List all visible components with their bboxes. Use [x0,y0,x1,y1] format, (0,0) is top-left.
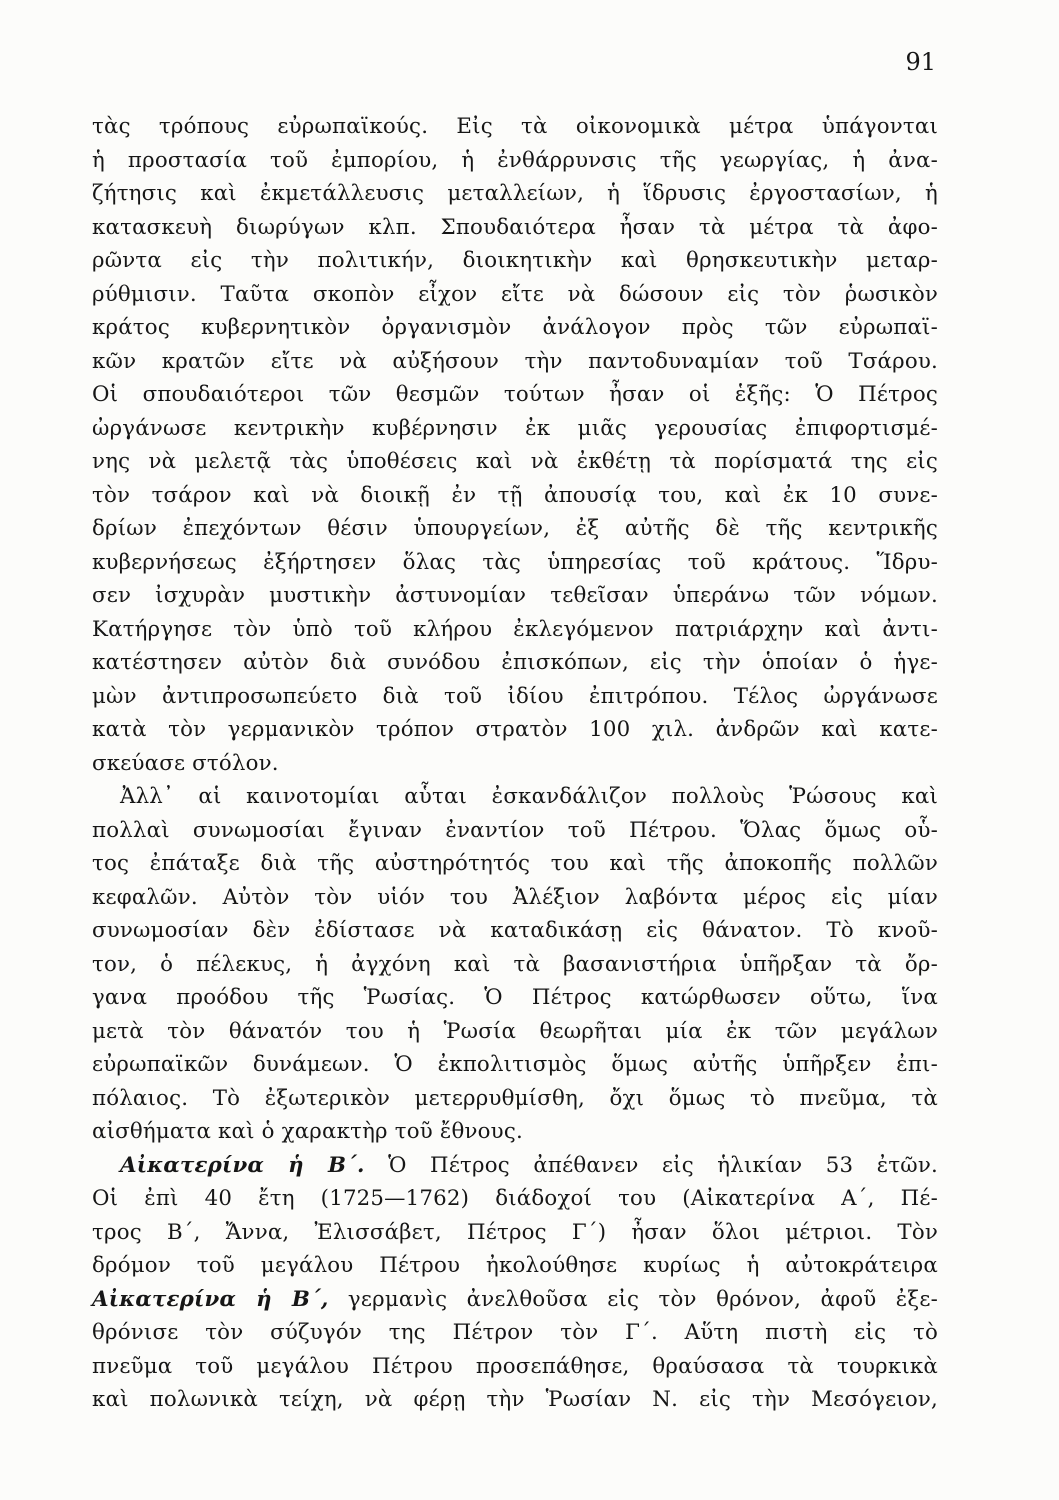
text-line: μετὰ τὸν θάνατόν του ἡ Ῥωσία θεωρῆται μία ἐκ τῶν μεγάλων [92,1018,938,1044]
text-line: τον, ὁ πέλεκυς, ἡ ἀγχόνη καὶ τὰ βασανιστήρια ὑπῆρξαν τὰ ὄρ- [92,951,938,977]
text-line: Οἱ σπουδαιότεροι τῶν θεσμῶν τούτων ἦσαν οἱ ἑξῆς: Ὁ Πέτρος [92,382,938,407]
text-line: καὶ πολωνικὰ τείχη, νὰ φέρῃ τὴν Ῥωσίαν Ν. εἰς τὴν Μεσόγειον, [92,1387,938,1412]
text-line: κῶν κρατῶν εἴτε νὰ αὐξήσουν τὴν παντοδυναμίαν τοῦ Τσάρου. [92,348,938,374]
text-line: γανα προόδου τῆς Ῥωσίας. Ὁ Πέτρος κατώρθωσεν οὕτω, ἵνα [92,985,938,1010]
text-line: σκεύασε στόλον. [92,750,279,776]
inline-emphasis-catherine: Αἰκατερίνα ἡ Β΄, [92,1286,329,1312]
text-fragment: Ὁ Πέτρος ἀπέθανεν εἰς ἡλικίαν 53 ἐτῶν. [364,1152,938,1178]
section-heading-catherine: Αἰκατερίνα ἡ Β΄. [120,1152,365,1178]
text-line: νης νὰ μελετᾷ τὰς ὑποθέσεις καὶ νὰ ἐκθέτῃ τὰ πορίσματά της εἰς [92,449,938,474]
text-line: ρύθμισιν. Ταῦτα σκοπὸν εἶχον εἴτε νὰ δώσουν εἰς τὸν ῥωσικὸν [92,281,938,307]
text-line: κατὰ τὸν γερμανικὸν τρόπον στρατὸν 100 χιλ. ἀνδρῶν καὶ κατε- [92,717,938,742]
text-line: πόλαιος. Τὸ ἐξωτερικὸν μετερρυθμίσθη, ὄχι ὅμως τὸ πνεῦμα, τὰ [92,1085,938,1111]
text-line: κατέστησεν αὐτὸν διὰ συνόδου ἐπισκόπων, εἰς τὴν ὁποίαν ὁ ἡγε- [92,650,938,675]
text-line: ἡ προστασία τοῦ ἐμπορίου, ἡ ἐνθάρρυνσις τῆς γεωργίας, ἡ ἀνα- [92,147,938,173]
text-line [92,1149,938,1183]
text-line: αἰσθήματα καὶ ὁ χαρακτὴρ τοῦ ἔθνους. [92,1119,523,1144]
text-line [92,1283,938,1317]
text-line: δρόμον τοῦ μεγάλου Πέτρου ἠκολούθησε κυρίως ἡ αὐτοκράτειρα [92,1253,938,1278]
text-line: συνωμοσίαν δὲν ἐδίστασε νὰ καταδικάσῃ εἰς θάνατον. Τὸ κνοῦ- [92,918,938,943]
text-line: δρίων ἐπεχόντων θέσιν ὑπουργείων, ἐξ αὐτῆς δὲ τῆς κεντρικῆς [92,516,938,541]
text-line: μὼν ἀντιπροσωπεύετο διὰ τοῦ ἰδίου ἐπιτρόπου. Τέλος ὠργάνωσε [92,683,938,709]
text-line: θρόνισε τὸν σύζυγόν της Πέτρον τὸν Γ΄. Αὕτη πιστὴ εἰς τὸ [92,1320,938,1345]
text-line: τρος Β΄, Ἄννα, Ἐλισσάβετ, Πέτρος Γ΄) ἦσαν ὅλοι μέτριοι. Τὸν [92,1219,938,1245]
text-line: τὸν τσάρον καὶ νὰ διοικῇ ἐν τῇ ἀπουσίᾳ του, καὶ ἐκ 10 συνε- [92,482,938,508]
text-line: ὠργάνωσε κεντρικὴν κυβέρνησιν ἐκ μιᾶς γερουσίας ἐπιφορτισμέ- [92,415,938,441]
text-line: ρῶντα εἰς τὴν πολιτικήν, διοικητικὴν καὶ θρησκευτικὴν μεταρ- [92,248,938,273]
text-line: πολλαὶ συνωμοσίαι ἔγιναν ἐναντίον τοῦ Πέτρου. Ὅλας ὅμως οὗ- [92,817,938,843]
text-line: κυβερνήσεως ἐξήρτησεν ὅλας τὰς ὑπηρεσίας τοῦ κράτους. Ἵδρυ- [92,549,938,575]
body-text [92,110,938,1417]
text-line: κράτος κυβερνητικὸν ὀργανισμὸν ἀνάλογον πρὸς τῶν εὐρωπαϊ- [92,315,938,340]
text-line: πνεῦμα τοῦ μεγάλου Πέτρου προσεπάθησε, θραύσασα τὰ τουρκικὰ [92,1353,938,1379]
text-fragment: γερμανὶς ἀνελθοῦσα εἰς τὸν θρόνον, ἀφοῦ ἐξε- [328,1286,938,1312]
text-line: Ἀλλ᾽ αἱ καινοτομίαι αὗται ἐσκανδάλιζον πολλοὺς Ῥώσους καὶ [120,784,938,809]
page-number: 91 [905,48,936,76]
text-line: κατασκευὴ διωρύγων κλπ. Σπουδαιότερα ἦσαν τὰ μέτρα τὰ ἀφο- [92,214,938,240]
text-line: τὰς τρόπους εὐρωπαϊκούς. Εἰς τὰ οἰκονομικὰ μέτρα ὑπάγονται [92,114,938,139]
text-line: Κατήργησε τὸν ὑπὸ τοῦ κλήρου ἐκλεγόμενον πατριάρχην καὶ ἀντι- [92,616,938,642]
text-line: σεν ἰσχυρὰν μυστικὴν ἀστυνομίαν τεθεῖσαν ὑπεράνω τῶν νόμων. [92,583,938,608]
text-line: ζήτησις καὶ ἐκμετάλλευσις μεταλλείων, ἡ ἵδρυσις ἐργοστασίων, ἡ [92,181,938,206]
text-line: κεφαλῶν. Αὐτὸν τὸν υἱόν του Ἀλέξιον λαβόντα μέρος εἰς μίαν [92,884,938,910]
text-line: εὐρωπαϊκῶν δυνάμεων. Ὁ ἐκπολιτισμὸς ὅμως αὐτῆς ὑπῆρξεν ἐπι- [92,1052,938,1077]
text-line: τος ἐπάταξε διὰ τῆς αὐστηρότητός του καὶ τῆς ἀποκοπῆς πολλῶν [92,851,938,876]
text-line: Οἱ ἐπὶ 40 ἔτη (1725—1762) διάδοχοί του (Αἰκατερίνα Α΄, Πέ- [92,1186,938,1211]
